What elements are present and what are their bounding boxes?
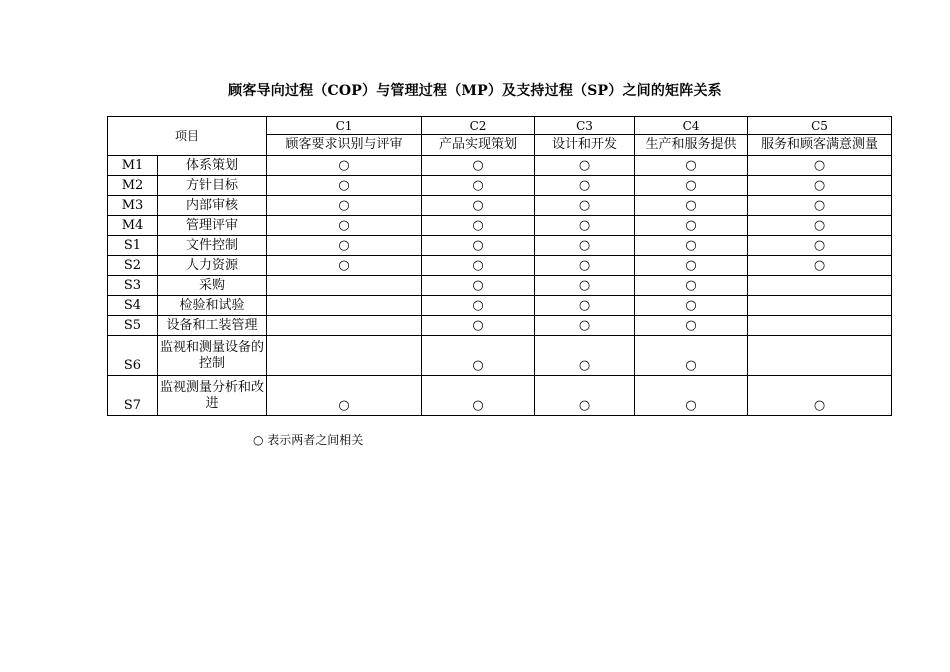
relation-mark: ○ (578, 297, 591, 313)
row-name-cell: 监视和测量设备的控制 (158, 336, 267, 376)
matrix-body (108, 117, 892, 416)
header-code-c4: C4 (635, 117, 748, 135)
relation-cell (635, 196, 748, 216)
row-code-cell: S3 (108, 276, 158, 296)
relation-mark: ○ (338, 257, 350, 273)
relation-mark: ○ (578, 358, 591, 373)
relation-mark: ○ (578, 177, 591, 193)
header-name-c3: 设计和开发 (535, 135, 635, 156)
relation-cell (267, 316, 422, 336)
matrix-row (108, 156, 892, 176)
relation-mark: ○ (338, 157, 350, 173)
relation-mark: ○ (685, 237, 697, 253)
row-name-cell: 体系策划 (158, 156, 267, 176)
relation-cell (535, 276, 635, 296)
row-code-cell: S1 (108, 236, 158, 256)
row-code-cell: S2 (108, 256, 158, 276)
header-name-c5: 服务和顾客满意测量 (748, 135, 892, 156)
relation-mark: ○ (472, 197, 484, 213)
row-code-cell: S7 (108, 376, 158, 416)
relation-mark: ○ (578, 237, 591, 253)
relation-cell (535, 236, 635, 256)
relation-cell (635, 376, 748, 416)
relation-mark: ○ (338, 398, 350, 413)
relation-cell (267, 176, 422, 196)
relation-cell (422, 276, 535, 296)
relation-cell (748, 376, 892, 416)
matrix-row (108, 256, 892, 276)
relation-cell (748, 316, 892, 336)
header-code-c3: C3 (535, 117, 635, 135)
relation-mark: ○ (685, 257, 697, 273)
relation-mark: ○ (813, 197, 826, 213)
relation-mark: ○ (578, 277, 591, 293)
relation-mark: ○ (813, 398, 826, 413)
relation-cell (422, 296, 535, 316)
row-code-cell: M4 (108, 216, 158, 236)
relation-mark: ○ (578, 157, 591, 173)
relation-mark: ○ (472, 237, 484, 253)
relation-mark: ○ (685, 317, 697, 333)
header-code-c1: C1 (267, 117, 422, 135)
header-name-c2: 产品实现策划 (422, 135, 535, 156)
relation-cell (535, 256, 635, 276)
relation-cell (535, 216, 635, 236)
matrix-row (108, 276, 892, 296)
relation-cell (422, 256, 535, 276)
relation-mark: ○ (813, 157, 826, 173)
relation-mark: ○ (685, 277, 697, 293)
matrix-row (108, 196, 892, 216)
header-code-c5: C5 (748, 117, 892, 135)
row-name-cell: 人力资源 (158, 256, 267, 276)
relation-cell (748, 196, 892, 216)
relation-mark: ○ (578, 257, 591, 273)
relation-mark: ○ (472, 257, 484, 273)
relation-cell (422, 156, 535, 176)
relation-cell (748, 296, 892, 316)
relation-cell (422, 196, 535, 216)
matrix-row (108, 216, 892, 236)
relation-mark: ○ (338, 217, 350, 233)
relation-cell (535, 296, 635, 316)
relation-cell (267, 336, 422, 376)
relation-mark: ○ (472, 217, 484, 233)
relation-mark: ○ (472, 277, 484, 293)
relation-matrix-table (107, 116, 892, 416)
relation-cell (748, 236, 892, 256)
relation-mark: ○ (813, 257, 826, 273)
relation-cell (635, 336, 748, 376)
header-name-c4: 生产和服务提供 (635, 135, 748, 156)
row-code-cell: S5 (108, 316, 158, 336)
row-name-cell: 内部审核 (158, 196, 267, 216)
relation-cell (635, 216, 748, 236)
row-name-cell: 检验和试验 (158, 296, 267, 316)
relation-mark: ○ (472, 317, 484, 333)
relation-cell (422, 316, 535, 336)
relation-cell (422, 216, 535, 236)
row-name-cell: 文件控制 (158, 236, 267, 256)
row-code-cell: S6 (108, 336, 158, 376)
relation-mark: ○ (472, 157, 484, 173)
relation-mark: ○ (813, 177, 826, 193)
relation-cell (267, 196, 422, 216)
relation-mark: ○ (578, 217, 591, 233)
relation-mark: ○ (578, 197, 591, 213)
relation-cell (422, 176, 535, 196)
matrix-row (108, 316, 892, 336)
matrix-row (108, 376, 892, 416)
relation-cell (267, 256, 422, 276)
document-title: 顾客导向过程（COP）与管理过程（MP）及支持过程（SP）之间的矩阵关系 (228, 83, 722, 99)
legend-note: ○ 表示两者之间相关 (253, 433, 364, 447)
relation-cell (748, 276, 892, 296)
header-row-codes (108, 117, 892, 135)
row-code-cell: M3 (108, 196, 158, 216)
relation-cell (535, 156, 635, 176)
relation-mark: ○ (338, 237, 350, 253)
relation-mark: ○ (472, 358, 484, 373)
relation-mark: ○ (472, 398, 484, 413)
relation-mark: ○ (813, 217, 826, 233)
row-name-cell: 管理评审 (158, 216, 267, 236)
relation-cell (267, 216, 422, 236)
header-name-c1: 顾客要求识别与评审 (267, 135, 422, 156)
row-name-cell: 方针目标 (158, 176, 267, 196)
relation-mark: ○ (685, 197, 697, 213)
relation-cell (635, 236, 748, 256)
relation-cell (535, 316, 635, 336)
relation-cell (748, 256, 892, 276)
relation-mark: ○ (685, 358, 697, 373)
relation-cell (748, 176, 892, 196)
relation-cell (635, 296, 748, 316)
relation-mark: ○ (578, 317, 591, 333)
matrix-row (108, 336, 892, 376)
row-code-cell: S4 (108, 296, 158, 316)
header-code-c2: C2 (422, 117, 535, 135)
relation-cell (422, 236, 535, 256)
relation-cell (748, 156, 892, 176)
relation-mark: ○ (685, 398, 697, 413)
relation-cell (267, 296, 422, 316)
relation-cell (422, 376, 535, 416)
relation-cell (635, 176, 748, 196)
header-item-cell: 项目 (108, 117, 267, 156)
relation-cell (535, 376, 635, 416)
relation-mark: ○ (813, 237, 826, 253)
relation-cell (635, 156, 748, 176)
row-name-cell: 采购 (158, 276, 267, 296)
relation-mark: ○ (685, 177, 697, 193)
relation-mark: ○ (472, 297, 484, 313)
relation-mark: ○ (578, 398, 591, 413)
matrix-row (108, 176, 892, 196)
relation-mark: ○ (472, 177, 484, 193)
relation-cell (535, 196, 635, 216)
relation-cell (535, 176, 635, 196)
relation-cell (748, 216, 892, 236)
relation-cell (635, 256, 748, 276)
relation-cell (267, 156, 422, 176)
row-name-cell: 监视测量分析和改进 (158, 376, 267, 416)
relation-cell (267, 236, 422, 256)
relation-mark: ○ (685, 217, 697, 233)
relation-cell (267, 276, 422, 296)
row-code-cell: M2 (108, 176, 158, 196)
relation-cell (267, 376, 422, 416)
relation-mark: ○ (685, 297, 697, 313)
relation-mark: ○ (338, 197, 350, 213)
matrix-row (108, 236, 892, 256)
relation-cell (635, 276, 748, 296)
relation-cell (535, 336, 635, 376)
row-name-cell: 设备和工装管理 (158, 316, 267, 336)
relation-mark: ○ (338, 177, 350, 193)
relation-cell (748, 336, 892, 376)
relation-mark: ○ (685, 157, 697, 173)
relation-cell (422, 336, 535, 376)
row-code-cell: M1 (108, 156, 158, 176)
relation-cell (635, 316, 748, 336)
matrix-row (108, 296, 892, 316)
